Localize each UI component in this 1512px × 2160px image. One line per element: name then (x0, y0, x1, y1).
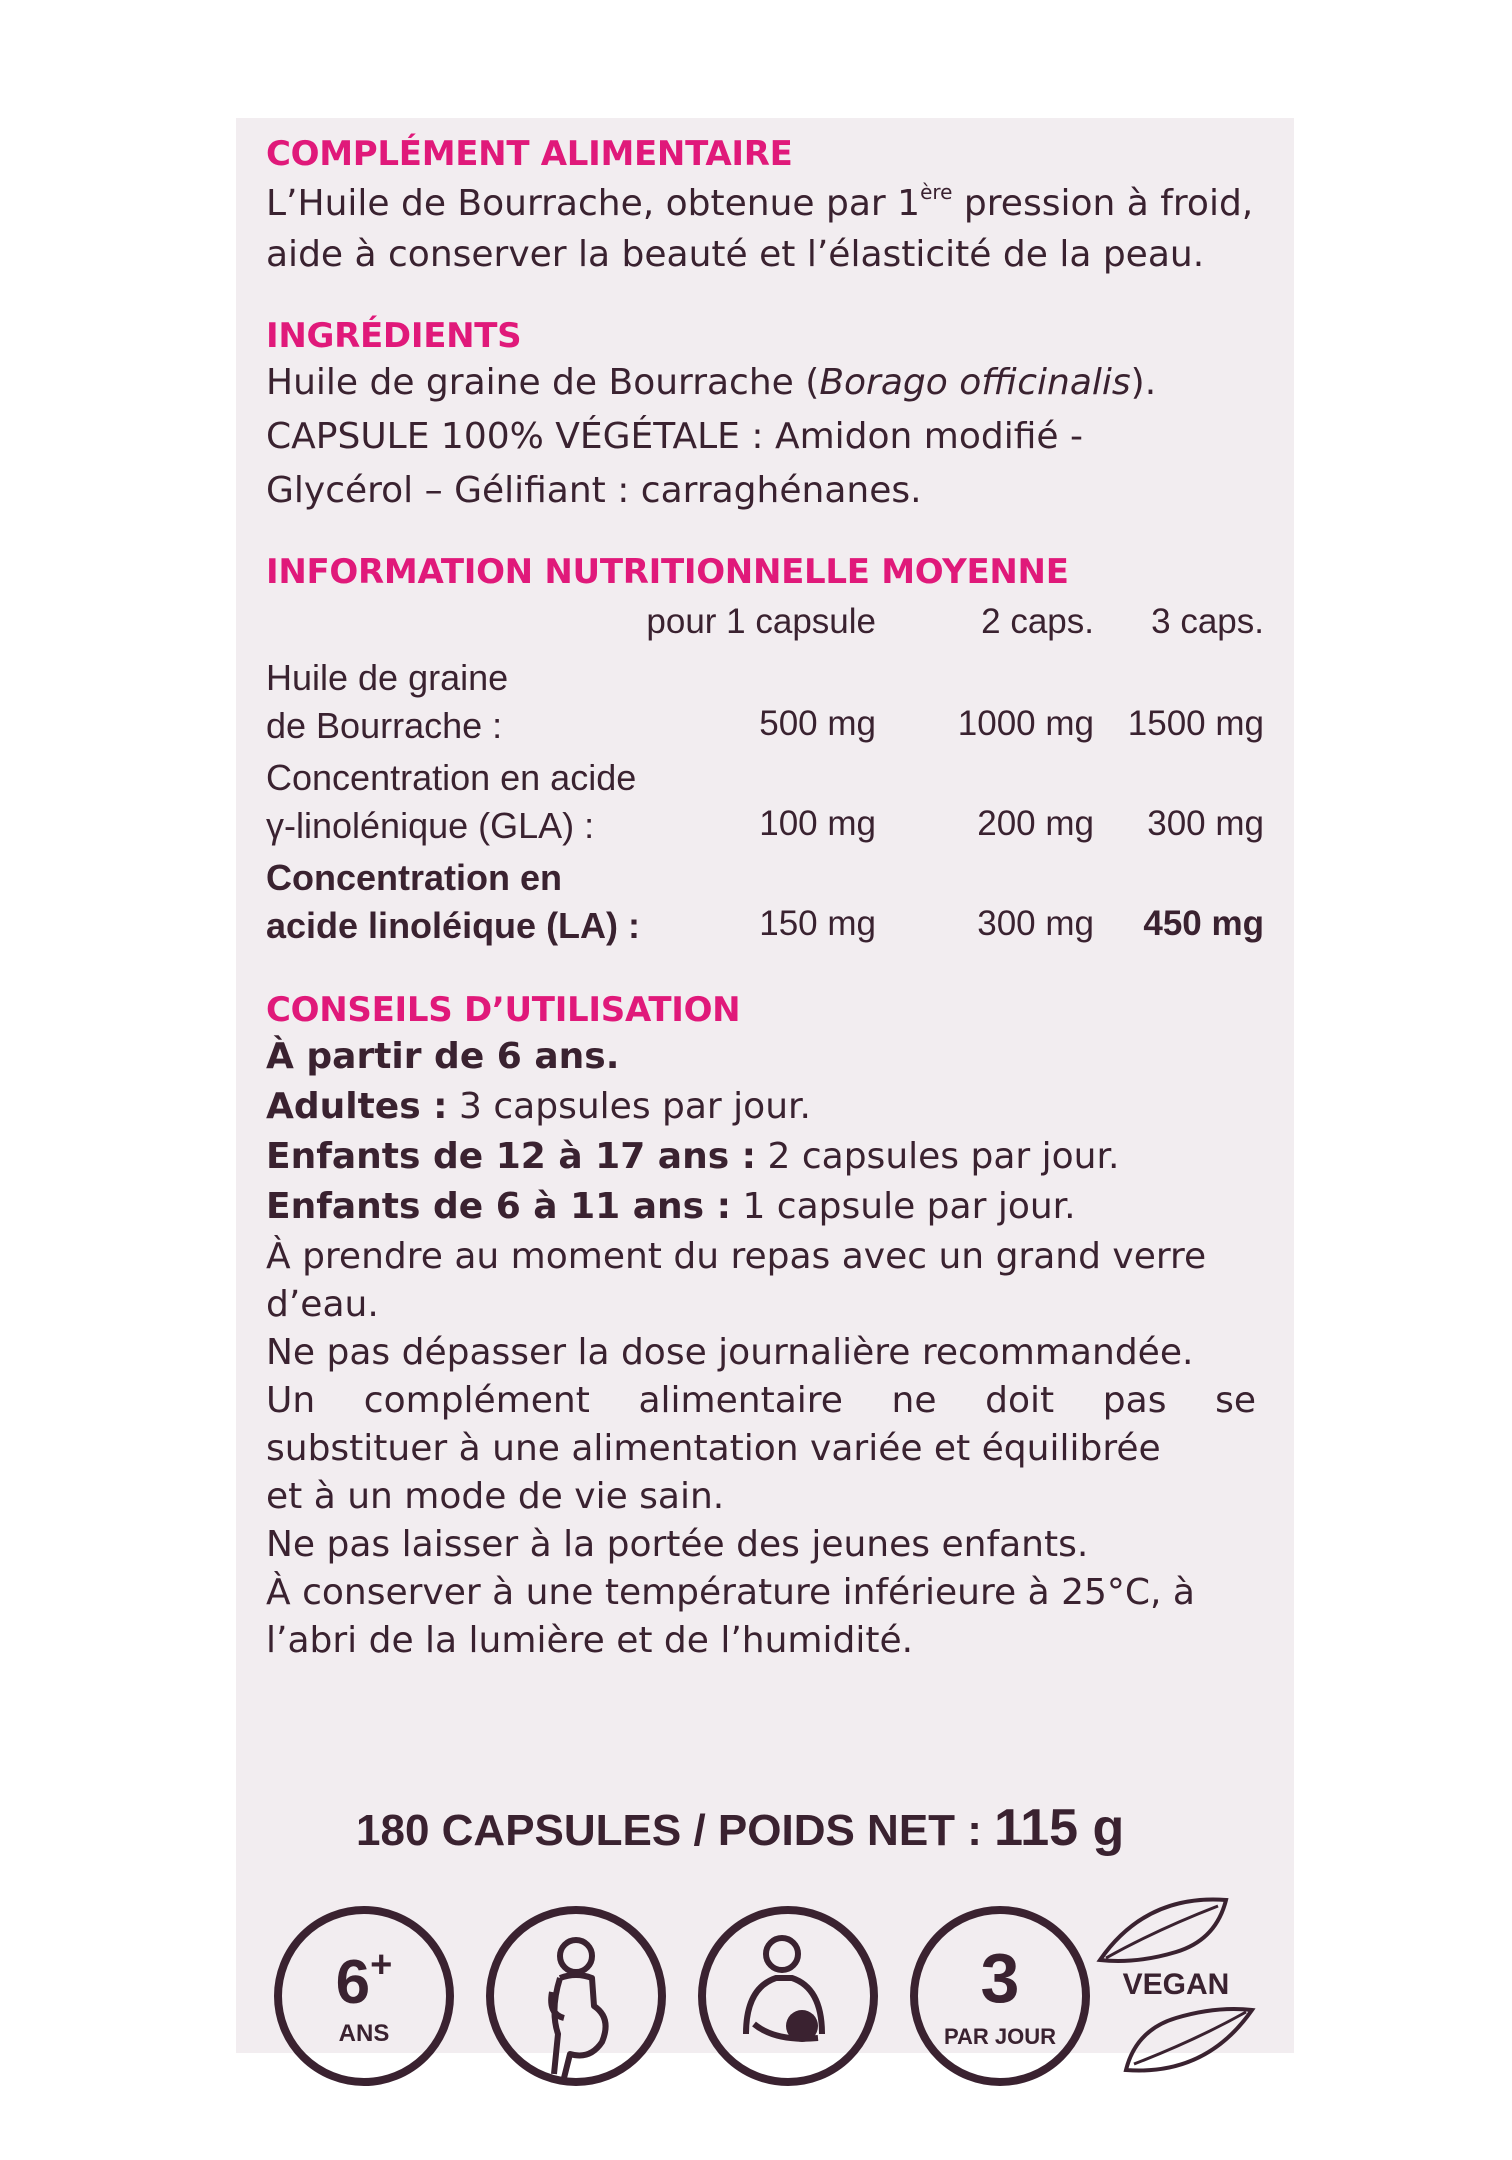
description-ordinal: ère (920, 180, 953, 204)
breastfeeding-glyph (706, 1914, 870, 2078)
table-cell: 450 mg (1143, 904, 1264, 943)
net-weight-value: 115 g (994, 1799, 1125, 1857)
usage-age-bold: À partir de 6 ans. (266, 1036, 620, 1077)
table-row-label-gla (266, 754, 636, 850)
row-label-line: acide linoléique (LA) : (266, 905, 641, 946)
vegan-badge (1086, 1880, 1266, 2090)
table-cell: 200 mg (977, 804, 1094, 843)
usage-kids-bold: Enfants de 6 à 11 ans : (266, 1186, 732, 1227)
age-6-plus-icon (274, 1906, 454, 2086)
usage-teens-text: 2 capsules par jour. (756, 1136, 1120, 1177)
usage-storage-line-1: À conserver à une température inférieure à 25°C, à (266, 1572, 1195, 1613)
usage-storage-line-2: l’abri de la lumière et de l’humidité. (266, 1620, 914, 1661)
column-header-3-caps: 3 caps. (1151, 602, 1264, 641)
heading-nutrition: INFORMATION NUTRITIONNELLE MOYENNE (266, 552, 1069, 592)
row-label-line: Concentration en (266, 857, 563, 898)
age-unit: ANS (338, 2020, 390, 2047)
net-weight-label: 180 CAPSULES / POIDS NET : (356, 1806, 995, 1855)
usage-adults-text: 3 capsules par jour. (447, 1086, 811, 1127)
age-number: 6 (335, 1948, 371, 2017)
row-label-line: Concentration en acide (266, 757, 637, 798)
heading-ingredients: INGRÉDIENTS (266, 316, 522, 356)
heading-food-supplement: COMPLÉMENT ALIMENTAIRE (266, 134, 793, 174)
column-header-1-capsule: pour 1 capsule (646, 602, 876, 641)
product-label-panel (236, 118, 1294, 2053)
ingredients-text-a: Huile de graine de Bourrache ( (266, 362, 820, 403)
table-cell: 500 mg (759, 704, 876, 743)
table-cell: 1500 mg (1127, 704, 1264, 743)
description-text-a: L’Huile de Bourrache, obtenue par 1 (266, 183, 921, 224)
usage-take-line-2: d’eau. (266, 1284, 379, 1325)
table-cell: 300 mg (977, 904, 1094, 943)
usage-age (266, 1036, 619, 1077)
age-plus: + (370, 1944, 393, 1986)
ingredients-latin-name: Borago officinalis (819, 362, 1131, 403)
table-cell: 300 mg (1147, 804, 1264, 843)
table-cell: 100 mg (759, 804, 876, 843)
pregnant-woman-icon (486, 1906, 666, 2086)
description-line-1 (266, 180, 1253, 224)
ingredients-text-b: ). (1130, 362, 1157, 403)
description-text-b: pression à froid, (952, 183, 1254, 224)
usage-take-line-1: À prendre au moment du repas avec un grand verre (266, 1236, 1207, 1277)
usage-substitute-line-1: Un complément alimentaire ne doit pas se (266, 1380, 1256, 1421)
usage-kids (266, 1186, 1076, 1227)
usage-dose-warning: Ne pas dépasser la dose journalière recommandée. (266, 1332, 1194, 1373)
table-cell: 150 mg (759, 904, 876, 943)
heading-usage-advice: CONSEILS D’UTILISATION (266, 990, 741, 1030)
column-header-2-caps: 2 caps. (981, 602, 1094, 641)
vegan-label: VEGAN (1122, 1968, 1230, 2001)
pregnant-woman-glyph (494, 1914, 658, 2078)
breastfeeding-icon (698, 1906, 878, 2086)
usage-substitute-line-3: et à un mode de vie sain. (266, 1476, 725, 1517)
usage-teens (266, 1136, 1119, 1177)
usage-adults (266, 1086, 811, 1127)
net-weight (356, 1798, 1124, 1858)
three-per-day-icon (910, 1906, 1090, 2086)
ingredients-line-3: Glycérol – Gélifiant : carraghénanes. (266, 470, 922, 511)
table-row-label-borage-oil (266, 654, 508, 750)
table-cell: 1000 mg (957, 704, 1094, 743)
usage-kids-text: 1 capsule par jour. (731, 1186, 1076, 1227)
usage-children-warning: Ne pas laisser à la portée des jeunes enfants. (266, 1524, 1089, 1565)
usage-substitute-line-2: substituer à une alimentation variée et équilibrée (266, 1428, 1161, 1469)
description-line-2: aide à conserver la beauté et l’élasticité de la peau. (266, 234, 1205, 275)
table-row-label-la (266, 854, 640, 950)
per-day-unit: PAR JOUR (943, 2024, 1057, 2049)
ingredients-line-2: CAPSULE 100% VÉGÉTALE : Amidon modifié - (266, 416, 1083, 457)
row-label-line: Huile de graine (266, 657, 509, 698)
usage-adults-bold: Adultes : (266, 1086, 448, 1127)
usage-teens-bold: Enfants de 12 à 17 ans : (266, 1136, 757, 1177)
row-label-line: γ-linolénique (GLA) : (266, 805, 595, 846)
ingredients-line-1 (266, 362, 1156, 403)
row-label-line: de Bourrache : (266, 705, 503, 746)
per-day-number: 3 (980, 1939, 1020, 2017)
